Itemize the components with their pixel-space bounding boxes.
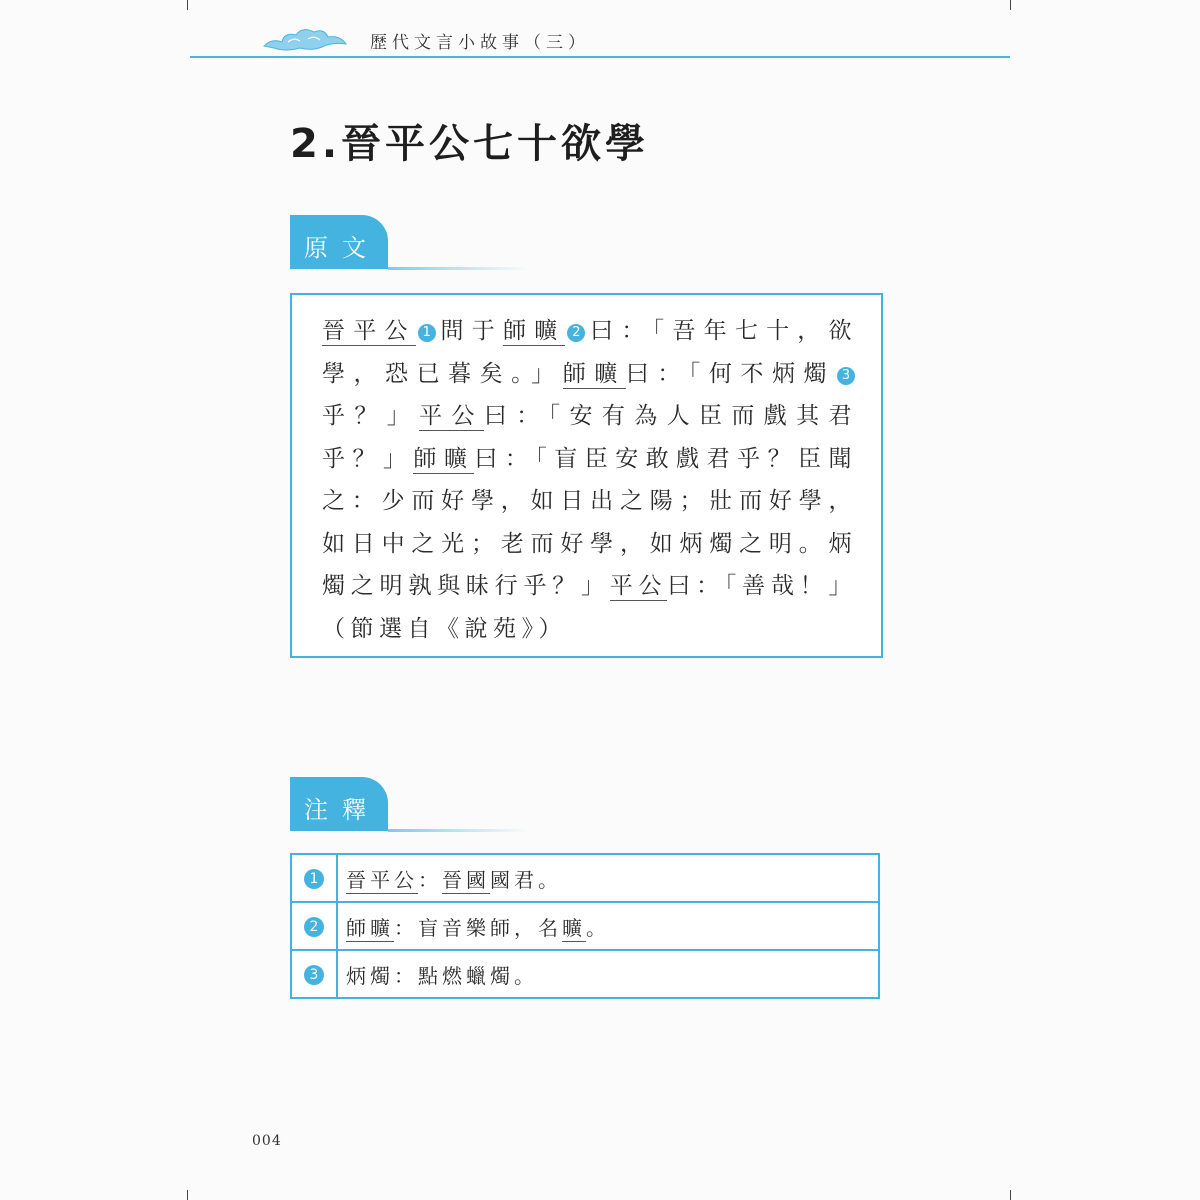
text-segment: ：盲音樂師，名	[394, 915, 562, 940]
proper-noun: 師曠	[502, 318, 566, 344]
text-segment: 曰：「善哉！」（節選自《說苑》）	[322, 573, 858, 642]
note-marker: 2	[567, 324, 585, 342]
note-text-cell	[337, 854, 879, 902]
note-row	[291, 854, 879, 902]
note-marker: 1	[418, 324, 436, 342]
text-segment: 乎？」	[322, 403, 420, 429]
original-text-box	[290, 293, 883, 658]
note-row	[291, 902, 879, 950]
proper-noun: 師曠	[346, 915, 394, 940]
crop-mark	[187, 0, 188, 10]
section-tab-original	[290, 215, 540, 271]
chapter-title: 2.晉平公七十欲學	[290, 121, 650, 167]
note-number-cell	[291, 854, 337, 902]
text-segment: 曰：「何不炳燭	[625, 360, 836, 387]
note-text-cell	[337, 902, 879, 950]
tab-label: 注釋	[304, 796, 380, 824]
proper-noun: 晉國	[442, 867, 490, 892]
tab-underline	[388, 267, 528, 270]
text-segment: 國君。	[490, 867, 562, 892]
proper-noun: 晉平公	[346, 867, 418, 892]
tab-label: 原文	[304, 234, 380, 262]
proper-noun: 晉平公	[322, 318, 416, 344]
notes-table	[290, 853, 880, 999]
note-marker: 3	[837, 367, 855, 385]
cloud-icon	[262, 26, 348, 52]
proper-noun: 平公	[419, 403, 484, 429]
note-number-cell	[291, 902, 337, 950]
text-segment: 炳燭：點燃蠟燭。	[346, 963, 538, 988]
proper-noun: 師曠	[562, 360, 626, 387]
proper-noun: 曠	[562, 915, 586, 940]
note-row	[291, 950, 879, 998]
note-number: 2	[304, 917, 324, 937]
text-segment: 。	[586, 915, 610, 940]
tab-underline	[388, 829, 528, 832]
original-text	[322, 310, 857, 650]
section-tab-notes	[290, 777, 540, 833]
header-divider	[190, 56, 1010, 58]
note-number: 3	[304, 965, 324, 985]
crop-mark	[1010, 0, 1011, 10]
note-text-cell	[337, 950, 879, 998]
proper-noun: 平公	[609, 573, 668, 599]
text-segment: 曰：「盲臣安敢戲君乎？臣聞之：少而好學，如日出之陽；壯而好學，如日中之光；老而好學，如炳燭之明。炳燭之明孰與昧行乎？」	[322, 445, 858, 599]
page-header	[190, 22, 1010, 58]
text-segment: ：	[418, 867, 442, 892]
note-number: 1	[304, 869, 324, 889]
crop-mark	[187, 1190, 188, 1200]
text-segment: 曰：「吾年七十，欲學，恐已暮矣。」	[322, 318, 858, 387]
page-number: 004	[252, 1133, 282, 1149]
proper-noun: 師曠	[413, 445, 475, 472]
note-number-cell	[291, 950, 337, 998]
crop-mark	[1010, 1190, 1011, 1200]
text-segment: 曰：「安有為人臣而戲其君乎？」	[322, 403, 857, 472]
book-title: 歷代文言小故事（三）	[370, 33, 590, 53]
text-segment: 問于	[437, 318, 503, 344]
